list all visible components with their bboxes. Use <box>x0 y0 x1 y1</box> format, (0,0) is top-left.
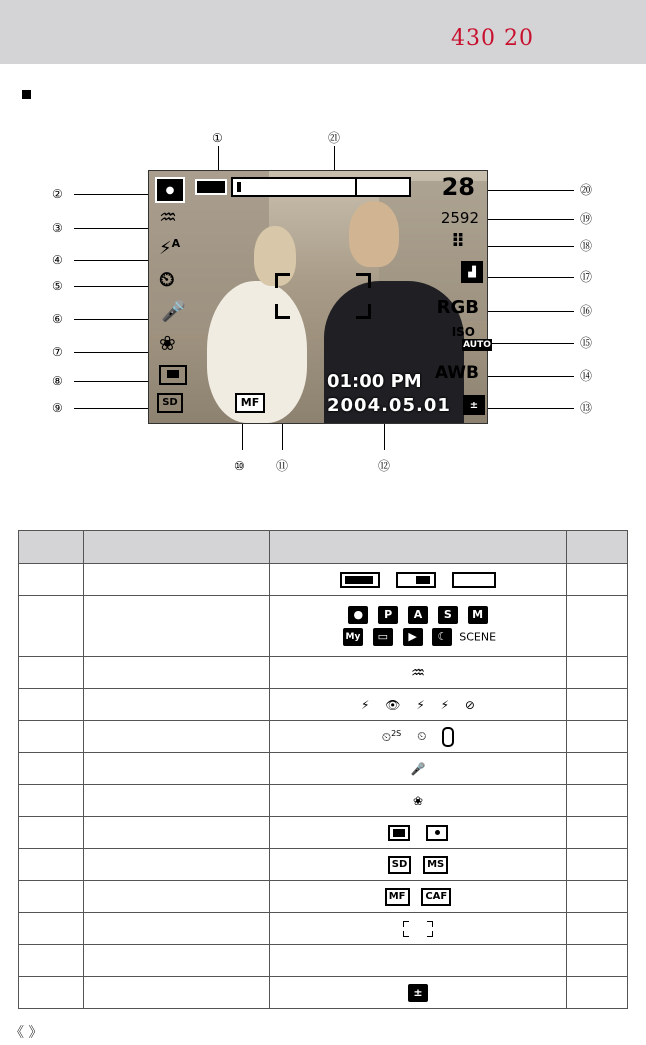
exposure-comp-icon: ± <box>408 984 428 1002</box>
callout-16: ⑯ <box>580 304 593 318</box>
col-header-no <box>19 531 84 564</box>
row-page <box>567 721 628 753</box>
row-icons <box>270 657 567 689</box>
col-header-page <box>567 531 628 564</box>
row-number <box>19 689 84 721</box>
leader-line <box>74 260 154 261</box>
leader-line <box>480 246 574 247</box>
battery-half-icon <box>396 572 436 588</box>
row-page <box>567 913 628 945</box>
mic-icon: 🎤 <box>161 299 186 323</box>
table-row <box>19 596 628 657</box>
row-page <box>567 881 628 913</box>
leader-line <box>480 343 574 344</box>
shake-warning-icon: ♒ <box>159 205 177 229</box>
shake-warning-icon: ♒ <box>410 663 426 682</box>
leader-line <box>480 376 574 377</box>
row-description <box>84 721 270 753</box>
callout-14: ⑭ <box>580 369 593 383</box>
row-icons <box>270 596 567 657</box>
callout-8: ⑧ <box>52 374 63 388</box>
battery-icon <box>195 179 227 195</box>
macro-icon: ❀ <box>159 331 176 355</box>
col-header-icons <box>270 531 567 564</box>
metering-icon <box>159 365 187 385</box>
callout-20: ⑳ <box>580 183 593 197</box>
table-row <box>19 689 628 721</box>
scene-label: SCENE <box>459 630 497 644</box>
leader-line <box>480 408 574 409</box>
row-description <box>84 596 270 657</box>
table-row <box>19 753 628 785</box>
row-description <box>84 849 270 881</box>
page-header <box>0 0 646 64</box>
leader-line <box>74 228 154 229</box>
row-description <box>84 657 270 689</box>
lcd-screen <box>148 170 491 424</box>
row-number <box>19 849 84 881</box>
callout-18: ⑱ <box>580 239 593 253</box>
row-icons <box>270 817 567 849</box>
slow-sync-icon: ⚡ <box>440 697 450 712</box>
leader-line <box>74 286 154 287</box>
table-row <box>19 913 628 945</box>
row-description <box>84 817 270 849</box>
row-icons <box>270 945 567 977</box>
color-mode: RGB <box>436 297 479 318</box>
leader-line <box>480 311 574 312</box>
iso-label: ISO <box>451 325 475 339</box>
callout-9: ⑨ <box>52 401 63 415</box>
card-icon: SD <box>157 393 183 413</box>
row-page <box>567 977 628 1009</box>
table-row <box>19 977 628 1009</box>
battery-empty-icon <box>452 572 496 588</box>
program-mode-icon: P <box>378 606 398 624</box>
af-frame <box>275 273 371 319</box>
groom-head <box>349 201 399 267</box>
row-description <box>84 945 270 977</box>
row-number <box>19 977 84 1009</box>
battery-full-icon <box>340 572 380 588</box>
row-page <box>567 785 628 817</box>
leader-line <box>74 319 154 320</box>
callout-19: ⑲ <box>580 212 593 226</box>
quality-icon: ⠿ <box>450 231 465 252</box>
row-icons <box>270 689 567 721</box>
camera-icon: ● <box>348 606 368 624</box>
callout-11: ⑪ <box>276 459 289 473</box>
flash-mode-letter: A <box>171 237 181 250</box>
callout-4: ④ <box>52 253 63 267</box>
callout-2: ② <box>52 187 63 201</box>
row-page <box>567 564 628 596</box>
timer-2s-icon: ⏲$^{2S}$ <box>381 728 402 744</box>
af-frame-icon <box>403 921 433 937</box>
leader-line <box>480 277 574 278</box>
leader-line <box>384 424 385 450</box>
callout-3: ③ <box>52 221 63 235</box>
image-size: 2592 <box>440 209 479 227</box>
leader-line <box>74 352 154 353</box>
row-page <box>567 689 628 721</box>
my-set-icon: My <box>343 628 363 646</box>
timer-icon: ⏲ <box>159 267 175 291</box>
table-row <box>19 945 628 977</box>
row-description <box>84 753 270 785</box>
callout-21: ㉑ <box>328 131 341 145</box>
flash-off-icon: ⊘ <box>464 697 475 712</box>
footer-text: 《 》 <box>10 1025 43 1041</box>
focus-mode-icon: MF <box>235 393 265 413</box>
sharpness-icon: ▟ <box>461 261 483 283</box>
table-row <box>19 657 628 689</box>
row-icons <box>270 849 567 881</box>
row-number <box>19 753 84 785</box>
row-page <box>567 849 628 881</box>
callout-7: ⑦ <box>52 345 63 359</box>
manual-mode-icon: M <box>468 606 488 624</box>
time-display: 01:00 PM <box>327 371 422 392</box>
row-page <box>567 657 628 689</box>
shutter-mode-icon: S <box>438 606 458 624</box>
sd-card-icon: SD <box>388 856 412 874</box>
flash-auto-icon: ⚡ <box>361 697 370 712</box>
camera-mode-icon: ● <box>155 177 185 203</box>
exposure-comp-icon: ± <box>463 395 485 415</box>
row-page <box>567 753 628 785</box>
white-balance: AWB <box>434 363 479 383</box>
row-icons <box>270 977 567 1009</box>
row-number <box>19 596 84 657</box>
callout-10: ⑩ <box>234 459 245 473</box>
row-description <box>84 564 270 596</box>
timer-icon: ⏲ <box>417 729 427 743</box>
callout-6: ⑥ <box>52 312 63 326</box>
row-number <box>19 817 84 849</box>
row-icons <box>270 721 567 753</box>
shots-remaining: 28 <box>441 173 475 201</box>
leader-line <box>74 381 154 382</box>
row-number <box>19 913 84 945</box>
table-row <box>19 849 628 881</box>
date-display: 2004.05.01 <box>327 395 451 416</box>
row-icons <box>270 785 567 817</box>
row-number <box>19 657 84 689</box>
icon-table <box>18 530 628 1009</box>
mic-icon: 🎤 <box>410 761 426 776</box>
leader-line <box>74 408 154 409</box>
ms-card-icon: MS <box>423 856 448 874</box>
table-row <box>19 817 628 849</box>
flash-auto-icon: ⚡$^A$ <box>159 237 181 259</box>
bullet-square <box>22 90 31 99</box>
remote-icon <box>442 727 454 747</box>
aperture-mode-icon: A <box>408 606 428 624</box>
leader-line <box>74 194 154 195</box>
row-page <box>567 596 628 657</box>
callout-12: ⑫ <box>378 459 391 473</box>
macro-icon: ❀ <box>412 793 424 808</box>
movie-clip-icon: ▭ <box>373 628 393 646</box>
manual-focus-icon: MF <box>385 888 410 906</box>
table-row <box>19 785 628 817</box>
row-page <box>567 817 628 849</box>
table-row <box>19 881 628 913</box>
callout-5: ⑤ <box>52 279 63 293</box>
row-number <box>19 564 84 596</box>
row-icons <box>270 881 567 913</box>
callout-15: ⑮ <box>580 336 593 350</box>
callout-13: ⑬ <box>580 401 593 415</box>
continuous-af-icon: CAF <box>421 888 451 906</box>
red-eye-icon: 👁 <box>385 697 401 712</box>
iso-value: AUTO <box>463 340 491 350</box>
col-header-desc <box>84 531 270 564</box>
night-icon: ☾ <box>432 628 452 646</box>
leader-line <box>480 190 574 191</box>
row-number <box>19 721 84 753</box>
page-number: 430 20 <box>451 26 534 51</box>
callout-1: ① <box>212 131 223 145</box>
memory-bar <box>231 177 411 197</box>
table-row <box>19 564 628 596</box>
metering-spot-icon <box>426 825 448 841</box>
row-number <box>19 881 84 913</box>
row-icons <box>270 913 567 945</box>
row-number <box>19 785 84 817</box>
metering-multi-icon <box>388 825 410 841</box>
table-row <box>19 721 628 753</box>
row-description <box>84 881 270 913</box>
row-page <box>567 945 628 977</box>
leader-line <box>480 219 574 220</box>
flash-icon: ⚡ <box>416 697 425 712</box>
row-number <box>19 945 84 977</box>
row-description <box>84 977 270 1009</box>
row-description <box>84 689 270 721</box>
row-icons <box>270 753 567 785</box>
row-description <box>84 913 270 945</box>
callout-17: ⑰ <box>580 270 593 284</box>
row-description <box>84 785 270 817</box>
row-icons <box>270 564 567 596</box>
movie-icon: ▶ <box>403 628 423 646</box>
